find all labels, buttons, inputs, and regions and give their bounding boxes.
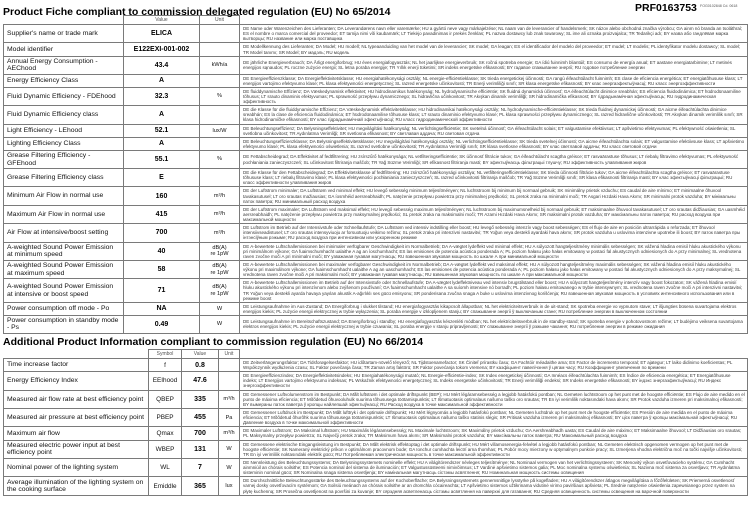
row-unit: [200, 106, 240, 124]
row-multilingual-description: DE Zeitverlängerungsfaktor; DA Tidsforøgelsesfaktor; HU időtartam-növelő tényező; NL Tijdstoenamefactor; SK Činiteľ prírastku času; GA Fachtóir méadaithe ama; ES Factor de incremento temporal; ET ajategur; LT laiko didinimo koeficientas; PL Współczynnik wydłużenia czasu; SL Faktor povečanja časa; TR Zaman artış faktörü; SR Faktor povećanja tokom vremena; BY каэфіцыент павелічэння ў цягам часу; RU Коэффициент увеличения по времени: [240, 358, 748, 371]
row-unit: W: [200, 302, 240, 315]
row-multilingual-description: DE Name oder Warenzeichen des Lieferanten; DA Leverandørens navn eller varemærke; HU a gyártó neve vagy márkajelzése; NL naam van de leverancier of handelsmerk; SK názov alebo obchodná značka výrobcu; GA ainm nó branda an tsoláthraí; ES el nombre o marca comercial del proveedor; ET tarnija nimi või kaubamärk; LT Tiekėjo pavadinimas ir prekės ženklas; PL nazwa dostawcy lub znak towarowy; SL ime ali oznaka proizvajalca; TR Tedarikçi adı; BY назва або гандлёвая марка вытворцы; RU название или марка поставщика: [240, 25, 748, 43]
row-multilingual-description: DE A-bewertete Luftschallemissionen im Betrieb auf der Intensivstufe oder Schnellaufstufe; DA A-vægtet lydeffektniveau ved intensiv brugstilstand eller boost; HU A súlyozott hangteljesítmény intenzív vagy boost fokozaton; SK vážená hladina emisií hluku akustického výkonu pri intenzívnom alebo zvýšenom používaní; GA fuaimschumhacht ualaithe A sa suíomh intensive nó borradh; PL poziom hałasu emitowanego w trybie intensywnym; SL vrednotena raven zvočne moči A pri intenzivni nastavitvi; TR Yoğun veya destekli ayarda havaya yayılan akustik A-ağırlıklı ses gücü emisyonu; SR ponderisana zvučna snaga A buke u uslovima intenzivnog korišćenja; RU взвешенная звуковая мощность в условиях интенсивного использования или в режиме boost: [240, 279, 748, 303]
table-row: [4, 56, 748, 74]
fiche-title: Product Fiche compliant to commission delegated regulation (EU) No 65/2014: [3, 6, 391, 18]
table-row: [4, 169, 748, 187]
additional-table: [3, 349, 748, 496]
row-label: Supplier's name or trade mark: [4, 25, 124, 43]
row-multilingual-description: DE Modellkennung des Lieferanten; DA Model; HU modell; NL typeaanduiding van het model van de leverancier; SK model; GA leagan; ES el identificador del modelo del proveedor; ET mudel; LT modelis; PL identyfikator modelu dostawcy; SL model; TR Model tanımı; SR Model; BY мадэль; RU модель: [240, 43, 748, 56]
row-multilingual-description: DE Leistungsaufnahme im Aus-Zustand; DA Energiforbrug i slukket tilstand; HU energiafogyasztás kikapcsolt állapotban; NL het elektriciteitsverbruik in de uit-stand; SK spotreba energie vo vypnutom stave; LT išjungties būsena suvartojama elektros energijos kiekis; PL zużycie energii elektrycznej w trybie wyłączenia; SL poraba energije v izklopljenem stanju; BY спажыванне энергіі ў выключаным стане; RU потребление энергии в выключенном состоянии: [240, 302, 748, 315]
additional-table-header-row: [4, 349, 748, 358]
table-row: [4, 477, 748, 495]
row-multilingual-description: DE Gemessene elektrische Eingangsleistung im Bestpunkt; DA Målt elektrisk effektoptag i det optimale driftspunkt; HU Mért villamosenergia-felvétel a legjobb hatásfokú pontban; NL Gemeten elektrisch opgenomen vermogen op het punt met de hoogste efficiëntie; SK Nameraný elektrický príkon v optimálnom pracovnom bode; GA Ionchur cumhachta leictrí arna thomhas; PL Pobór mocy mierzony w optymalnym punkcie pracy; SL Izmerjena vhodna električna moč na točki najvišje učinkovitosti; TR En iyi verimlilik noktasındaki elektrik gücü; RU Потребляемая электрическая мощность в точке максимальной эффективности: [240, 440, 748, 458]
row-unit: dB(A) re 1pW: [200, 242, 240, 260]
row-unit: dB(A) re 1pW: [200, 279, 240, 303]
row-label: A-weighted Sound Power Emission at minimum speed: [4, 242, 124, 260]
unit-column-header: Unit: [219, 349, 240, 358]
row-unit: W: [219, 458, 240, 476]
table-row: [4, 302, 748, 315]
table-row: [4, 25, 748, 43]
row-value: 0.49: [124, 316, 200, 334]
table-row: [4, 205, 748, 223]
row-value: 415: [124, 205, 200, 223]
row-label: Maximum air flow: [4, 427, 149, 440]
row-value: 0.8: [182, 358, 219, 371]
table-row: [4, 242, 748, 260]
row-symbol: f: [149, 358, 182, 371]
row-value: A: [124, 106, 200, 124]
row-value: 700: [182, 427, 219, 440]
row-label: A-weighted Sound Power Emission at intensive or boost speed: [4, 279, 124, 303]
row-value: 52.1: [124, 124, 200, 137]
row-symbol: PBEP: [149, 408, 182, 426]
reference-code: PRF0163753: [635, 2, 697, 14]
row-multilingual-description: DE Fettabscheidegrad; DA Effektivitet af fedtfiltrering; HU zsírszűrő hatékonysága; NL vetfilteringsefficiëntie; SK účinnosť filtrácie tukov; GA éifeachtúlacht scagtha gréisce; ET rasvaärastuse tõhusus; LT riebalų filtravimo efektyvumas; PL efektywność pochłaniania zanieczyszczeń; SL učinkovitost filtriranja maščob; TR Yağ Süzme Verimliği; SR efikasnost filtriranja masti; BY эфектыўнасць фільтрацыі тлушчу; RU эффективность улавливания жиров: [240, 151, 748, 169]
table-row: [4, 458, 748, 476]
row-multilingual-description: DE Beleuchtungseffizienz; DA Belysningseffektivitet; HU megvilágítási hatékonyság; NL verlichtingsefficiëntie; SK svetelná účinnosť; GA éifeachtúlacht solais; ET valgustamise efektiivsus; LT apšvietimo efektyvumas; PL efektywność oświetlenia; SL svetlobna učinkovitost; TR Aydınlatma Verimliği; SR svetlosna efikasnost; BY светлавая аддача; RU световая отдача: [240, 124, 748, 137]
row-unit: dB(A) re 1pW: [200, 260, 240, 278]
row-unit: [219, 358, 240, 371]
row-multilingual-description: DE Gemessener Luftdruck im Bestpunkt; DA Målt lufttryk i det optimale driftspunkt; HU Mért légnyomás a legjobb hatásfokú pontban; NL Gemeten luchtdruk op het punt met de hoogste efficiëntie; ES Presión de aire medida en el punto de máxima eficiencia; ET Mõõdetud õhurõhk suurima tõhususega töötamispunktis; LT Išmatuotasis optimalaus našumo taško statinis slėgis; SR Pritisak vazduha izmeren pri maksimalnoj efikasnosti; BY ціск паветра ў кропцы максімальнай эфектыўнасці; RU Давление воздуха в точке максимальной эффективности: [240, 408, 748, 426]
row-value: E122EXI-001-002: [124, 43, 200, 56]
row-multilingual-description: DE Luftstrom im Betrieb auf der Intensivstufe oder Schnellaufstufe; DA Luftstrøm ved intensiv indstilling eller boost; HU levegő sebesség intenzív vagy boost sebességen; ES el flujo de aire en posición ultrarrápida o reforzada; ET õhuvool intensiivseadistusel; LT oro srautas intensyviuoju ar forsuotuoju veikimo režimu; SL pretok zraka pri intenzivni nastavitvi; TR Yoğun veya destekli ayardaki hava akımı; SR protok vazduha u uslovima intenzivne upotrebe ili boost; BY паток паветра пры інтэнсіўным рэжыме; RU расход воздуха при интенсивном или ускоренном режиме: [240, 224, 748, 242]
row-value: 700: [124, 224, 200, 242]
row-label: Annual Energy Consumption - AEChood: [4, 56, 124, 74]
table-row: [4, 124, 748, 137]
table-row: [4, 316, 748, 334]
row-unit: m³/h: [200, 187, 240, 205]
fiche-table: [3, 15, 748, 334]
row-multilingual-description: DE A-bewertete Luftschallemissionen bei minimaler verfügbarer Geschwindigkeit im Normalbetrieb; DA A-vægtet lydeffekt ved minimal effekt; HU A súlyozott hangteljesítmény minimális sebességen; SK vážená hladina emisií hluku akustického výkonu pri minimálnom výkone; GA fuaimschumhacht ualaithe A ag an íoschumhacht; ES las emisiones de potencia acústica ponderada A; PL poziom hałasu jako hałas emitowany w postaci fal akustycznych odniesionych do A przy minimalnej; SL vrednotena raven zvočne moči A pri minimalni moči; BY узважаная гукавая магутнасць; RU взвешенная звуковая мощность по шкале А при минимальной мощности: [240, 242, 748, 260]
row-unit: m³/h: [219, 427, 240, 440]
row-value: 40: [124, 242, 200, 260]
row-value: 47.6: [182, 372, 219, 390]
row-label: Grease Filtering Efficiency - GFEhood: [4, 151, 124, 169]
row-label: Maximum Air Flow in normal use: [4, 205, 124, 223]
row-unit: [200, 43, 240, 56]
table-row: [4, 427, 748, 440]
row-label: Nominal power of the lighting system: [4, 458, 149, 476]
row-label: Fluid Dynamic Efficiency class: [4, 106, 124, 124]
row-multilingual-description: DE Maximaler Luftstrom; DA Maksimal luftstrøm; HU Maximális légáramsebesség; NL Maximale luchtstroom; SK Maximálny prietok vzduchu; GA Aershreabhadh uasta; ES Caudal de aire máximo; ET Maksimaalne õhuvool; LT Didžiausias oro srautas; PL Maksymalny przepływ powietrza; SL Največji pretok zraka; TR Maksimum hava akımı; SR Maksimalni protok vazduha; BY максімальны паток паветра; RU Максимальный расход воздуха: [240, 427, 748, 440]
row-unit: [219, 372, 240, 390]
row-label: Average illumination of the lighting system on the cooking surface: [4, 477, 149, 495]
table-row: [4, 279, 748, 303]
row-value: 58: [124, 260, 200, 278]
row-multilingual-description: DE jährliche Energieverbrauch; DA Årligt energiforbrug; HU éves energiafogyasztás; NL het jaarlijkse energieverbruik; SK ročná spotreba energie; GA ídiú fuinnimh bliantúil; ES consumo de energía anual; ET aastane energiatarbimine; LT metinės energijos sąnaudos; PL roczne zużycie energii; SL letna poraba energije; TR Yıllık enerji tüketimi; SR indeks energetske efikasnosti; BY гадавое спажыванне энергіі; RU годовое потребление энергии: [240, 56, 748, 74]
row-unit: m³/h: [200, 205, 240, 223]
row-multilingual-description: DE A-bewertete Luftschallemissionen bei maximaler verfügbarer Geschwindigkeit im Normalbetrieb; DA A-vægtet lydeffekt ved maksimal effekt; HU A súlyozott hangteljesítmény maximális sebességen; SK vážená hladina emisií hluku akustického výkonu pri maximálnom výkone; GA fuaimschumhacht ualaithe A ag an uaschumhacht; ES las emisiones de potencia acústica ponderada A; PL poziom hałasu jako hałas emitowany w postaci fal akustycznych odniesionych do A przy maksymalnej; SL vrednotena raven zvočne moči A pri maksimalni moči; BY узважаная гукавая магутнасць; RU взвешенная звуковая мощность по шкале А при максимальной мощности: [240, 260, 748, 278]
row-value: A: [124, 137, 200, 150]
row-unit: m³/h: [200, 224, 240, 242]
row-value: 365: [182, 477, 219, 495]
table-row: [4, 358, 748, 371]
table-row: [4, 87, 748, 105]
row-label: Power consumption off mode - Po: [4, 302, 124, 315]
table-row: [4, 106, 748, 124]
row-multilingual-description: DE der Luftstrom minimaler; DA Luftstrøm ved minimal effekt; HU levegő sebesség minimum teljesítményen; NL luchtstroom bij minimum bij normaal gebruik; SK minimálny prietok vzduchu; ES caudal de aire mínimo; ET minimaalne õhuvool tavakasutusel; LT oro srautas mažiausias; GA íosmhéid aersreabhaidh; PL natężenie przepływu powietrza przy minimalnej prędkości; SL pretok zraka na minimalni moči; TR Asgari Hızdaki Hava Akımı; SR minimalni protok vazduha; BY мінімальны паток паветра; RU минимальный расход воздуха: [240, 187, 748, 205]
additional-info-title: Additional Product Information compliant to commission regulation (EU) No 66/2014: [3, 335, 424, 348]
row-label: Time increase factor: [4, 358, 149, 371]
row-unit: %: [200, 87, 240, 105]
row-label: Energy Efficiency Index: [4, 372, 149, 390]
row-value: ELICA: [124, 25, 200, 43]
table-row: [4, 260, 748, 278]
row-symbol: Emiddle: [149, 477, 182, 495]
row-value: 131: [182, 440, 219, 458]
row-label: Model identifier: [4, 43, 124, 56]
row-value: NA: [124, 302, 200, 315]
table-row: [4, 372, 748, 390]
row-multilingual-description: DE Leistungsaufnahme im Bereitschaftszustand; DA Energiforbrug i standby; HU energiafogyasztás készenléti módban; NL het elektriciteitsverbruik in de standby-stand; SK spotreba energie v pohotovostnom režime; LT budėjimo veiksena suvartojama elektros energijos kiekis; PL zużycie energii elektrycznej w trybie czuwania; SL poraba energije v stanju pripravljenosti; BY спажыванне энергіі ў рэжыме чакання; RU потребление энергии в режиме ожидания: [240, 316, 748, 334]
row-label: Measured air flow rate at best efficiency point: [4, 390, 149, 408]
row-multilingual-description: DE Energieeffizienzklasse; DA Energieffektivitetsklasse; HU energiahatékonysági osztály; NL energie-efficiëntieklasse; SK trieda energetickej účinnosti; GA rangú éifeachtúlacht fuinnimh; ES clase de eficiencia energética; ET energiatõhususe klass; LT energijos vartojimo efektyvumo klasė; PL klasa efektywności energetycznej; SL razred energetske učinkovitosti; TR Enerji verimliliği sınıfı; SR klasa energetske efikasnosti; BY клас энергаэфектыўнасці; RU класс энергоэффективности: [240, 74, 748, 87]
table-row: [4, 187, 748, 205]
row-multilingual-description: DE der Luftstrom maximaler; DA Luftstrøm ved maksimal effekt; HU levegő sebesség maximum teljesítményen; NL luchtstroom bij maximumsnelheid bij normaal gebruik; ET maksimaalne õhuvool tavakasutusel; LT oro srautas didžiausias; GA uasmhéid aersreabhaidh; PL natężenie przepływu powietrza przy maksymalnej prędkości; SL pretok zraka na maksimalni moči; TR Azami Hızdaki Hava Akımı; SR maksimalni protok vazduha; BY максімальны паток паветра; RU расход воздуха при максимальной мощности: [240, 205, 748, 223]
row-unit: [200, 74, 240, 87]
row-unit: [200, 169, 240, 187]
row-multilingual-description: DE fluiddynamische Effizienz; DA Væskedynamisk effektivitet; HU hidrodinamikus hatékonyság; NL hydrodynamische efficiëntie; SK fluidná dynamická účinnosť; GA éifeachtúlacht dinimice sreabhán; ES eficiencia fluidodinámica; ET hüdrodünaamiline tõhusus; LT srauto dinaminis efektyvumas; PL sprawność przepływu dynamicznego; SL hidravlična učinkovitost; TR Akışkan dinamik verimliliği; SR hidrodinamička efikasnost; BY гідрадынамічная эфектыўнасць; RU гидродинамическая эффективность: [240, 87, 748, 105]
table-row: [4, 151, 748, 169]
table-row: [4, 74, 748, 87]
row-unit: [200, 25, 240, 43]
row-label: Lighting Efficiency Class: [4, 137, 124, 150]
row-symbol: EEIhood: [149, 372, 182, 390]
row-value: 7: [182, 458, 219, 476]
value-column-header: Value: [182, 349, 219, 358]
page-header: [3, 2, 747, 18]
row-unit: kWh/a: [200, 56, 240, 74]
row-multilingual-description: DE Beleuchtungseffizienzklasse; DA Belysningseffektivitetsklasse; HU megvilágítási hatékonysági osztály; NL verlichtingsefficiëntieklasse; SK trieda svetelnej účinnosti; GA aicme éifeachtúlachta solais; ET valgustamise efektiivsuse klass; LT apšvietimo efektyvumo klasė; PL klasa efektywności oświetlenia; SL razred svetlobne učinkovitosti; TR Aydınlatma Verimliği sınıfı; SR klasa svetlosne efikasnosti; BY клас светлавой аддачы; RU класс световой отдачи: [240, 137, 748, 150]
row-unit: W: [219, 440, 240, 458]
row-unit: lux: [219, 477, 240, 495]
row-label: A-weighted Sound Power Emission at maximum speed: [4, 260, 124, 278]
row-symbol: WBEP: [149, 440, 182, 458]
row-label: Energy Efficiency Class: [4, 74, 124, 87]
row-symbol: QBEP: [149, 390, 182, 408]
row-unit: m³/h: [219, 390, 240, 408]
row-label: Light Efficiency - LEhood: [4, 124, 124, 137]
table-row: [4, 390, 748, 408]
row-unit: Pa: [219, 408, 240, 426]
row-value: 335: [182, 390, 219, 408]
row-label: Measured air pressure at best efficiency point: [4, 408, 149, 426]
row-symbol: WL: [149, 458, 182, 476]
row-multilingual-description: DE Energieeffizienzindex; DA Energieffektivitetsindeks; HU Energiahatékonysági mutató; NL Energie-efficiëntie-index; SK Index energetickej účinnosti; GA Innéacs éifeachtúlachta fuinnimh; ES Índice de eficiencia energética; ET Energiatõhususe indeks; LT Energijos vartojimo efektyvumo indeksas; PL Wskaźnik efektywności energetycznej; SL Indeks energetske učinkovitosti; TR Enerji verimliliği endeksi; SR Indeks energetske efikasnosti; BY індэкс энергаэфектыўнасці; RU Индекс энергоэффективности: [240, 372, 748, 390]
row-unit: W: [200, 316, 240, 334]
row-value: 71: [124, 279, 200, 303]
row-label: Air Flow at intensive/boost setting: [4, 224, 124, 242]
document-code: FOG0102848 Cd. 0618: [700, 4, 738, 8]
row-multilingual-description: DE die Klasse für die fluiddynamische Effizienz; DA Væskedynamisk effektivitetsklasse; HU hidrodinamikai hatékonysági osztály; NL hydrodynamische-efficiëntieklasse; SK trieda fluidnej dynamickej účinnosti; GA aicme éifeachtúlachta dinimice sreabhán; ES la clase de eficiencia fluidodinámica; ET hüdrodünaamilise tõhususe klass; LT srauto dinaminio efektyvumo klasė; PL klasa sprawności przepływu dynamicznego; SL razred hidravlične učinkovitosti; TR Akışkan dinamik verimlilik sınıfı; SR klasa hidrodinamičke efikasnosti; BY клас гідрадынамічнай эфектыўнасці; RU класс гидродинамической эффективности: [240, 106, 748, 124]
table-row: [4, 137, 748, 150]
row-multilingual-description: DE die Klasse für den Fettabscheidegrad; DA Effektivitetsklasse af fedtfiltrering; HU zsírszűrő hatékonysági osztálya; NL vetfilteringsefficiëntieklasse; SK trieda účinnosti filtrácie tukov; GA aicme éifeachtúlachta scagtha gréisce; ET rasvaärastuse tõhususe klass; LT riebalų filtravimo klasė; PL klasa efektywności pochłaniania zanieczyszczeń; SL razred učinkovitosti filtriranja maščob; TR Yağ Süzme Verimliği sınıfı; SR klasa efikasnosti filtriranja masti; BY клас эфектыўнасці фільтрацыі; RU класс эффективности улавливания жиров: [240, 169, 748, 187]
row-value: 55.1: [124, 151, 200, 169]
unit-column-header: Unit: [200, 16, 240, 25]
row-value: 160: [124, 187, 200, 205]
value-column-header: Value: [124, 16, 200, 25]
row-label: Grease Filtering Efficiency class: [4, 169, 124, 187]
symbol-column-header: Symbol: [149, 349, 182, 358]
row-label: Minimum Air Flow in normal use: [4, 187, 124, 205]
row-unit: [200, 137, 240, 150]
table-row: [4, 408, 748, 426]
row-multilingual-description: DE Durchschnittliche Beleuchtungsstärke des Beleuchtungssystems auf der Kochoberfläche; DA Belysningssystemets gennemsnitlige lysstyrke på kogefladen; HU A világítórendszer átlagos megvilágítása a főzőfelületen; SK Priemerná osvetlenosť varnej dosky osvetľovacím systémom; GA Soilsiú meánach an chórais soilsithe ar an dromchla cócaireachta; LT Apšvietimo sistemos užtikrinama vidutinė virimo paviršiaus apšvieta; PL Średnie natężenie oświetlenia zapewnianego przez system na płytę kuchenną; SR Prosečna osvetljenost na površini za kuvanje; BY сярэдняя асветленасць сістэмы асвятлення на паверхні для гатавання; RU Средняя освещенность системы освещения на варочной поверхности: [240, 477, 748, 495]
table-row: [4, 224, 748, 242]
row-multilingual-description: DE Gemessener Luftvolumenstrom im Bestpunkt; DA Målt luftstrøm i det optimale driftspunkt (BEP); HU Mért légáramsebesség a legjobb hatásfokú pontban; NL Gemeten luchtstroom op het punt met de hoogste efficiëntie; ES Flujo de aire medido en el punto de máxima eficiencia; ET Mõõdetud õhuvooluhulk suurima tõhususega töötamispunktis; LT Išmatuotasis optimalaus našumo taško oro srautas; TR En iyi verimlilik noktasındaki hava akımı; SR Protok vazduha izmeren pri maksimalnoj efikasnosti; BY вымераны паток паветра ў кропцы найлепшай эфектыўнасці; RU Расход воздуха в точке максимальной эффективности: [240, 390, 748, 408]
row-value: 32.3: [124, 87, 200, 105]
row-unit: lux/W: [200, 124, 240, 137]
row-label: Fluid Dynamic Efficiency - FDEhood: [4, 87, 124, 105]
row-value: A: [124, 74, 200, 87]
row-multilingual-description: DE Nennleistung des Beleuchtungssystems; DA Belysningssystemets nominelle effekt; HU A világítórendszer névleges teljesítménye; NL Nominaal vermogen van het verlichtingssysteem; SK Menovitý výkon osvetľovacieho systému; GA Cumhacht ainmniúil an chórais soilsithe; ES Potencia nominal del sistema de iluminación; ET Valgustussüsteemi nimivõimsus; LT Vardinė apšvietimo sistemos galia; PL Moc nominalna systemu oświetlenia; SL Nazivna moč sistema za osvetljavo; TR Aydınlatma sisteminin nominal gücü; SR Nominalna snaga sistema osvetljenja; BY намінальная магутнасць сістэмы асвятлення; RU Номинальная мощность системы освещения: [240, 458, 748, 476]
row-value: 43.4: [124, 56, 200, 74]
row-symbol: Qmax: [149, 427, 182, 440]
table-row: [4, 440, 748, 458]
row-value: 455: [182, 408, 219, 426]
row-label: Power consumption in standby mode - Ps: [4, 316, 124, 334]
table-row: [4, 43, 748, 56]
row-value: E: [124, 169, 200, 187]
row-unit: %: [200, 151, 240, 169]
row-label: Measured electric power input at best efficiency point: [4, 440, 149, 458]
